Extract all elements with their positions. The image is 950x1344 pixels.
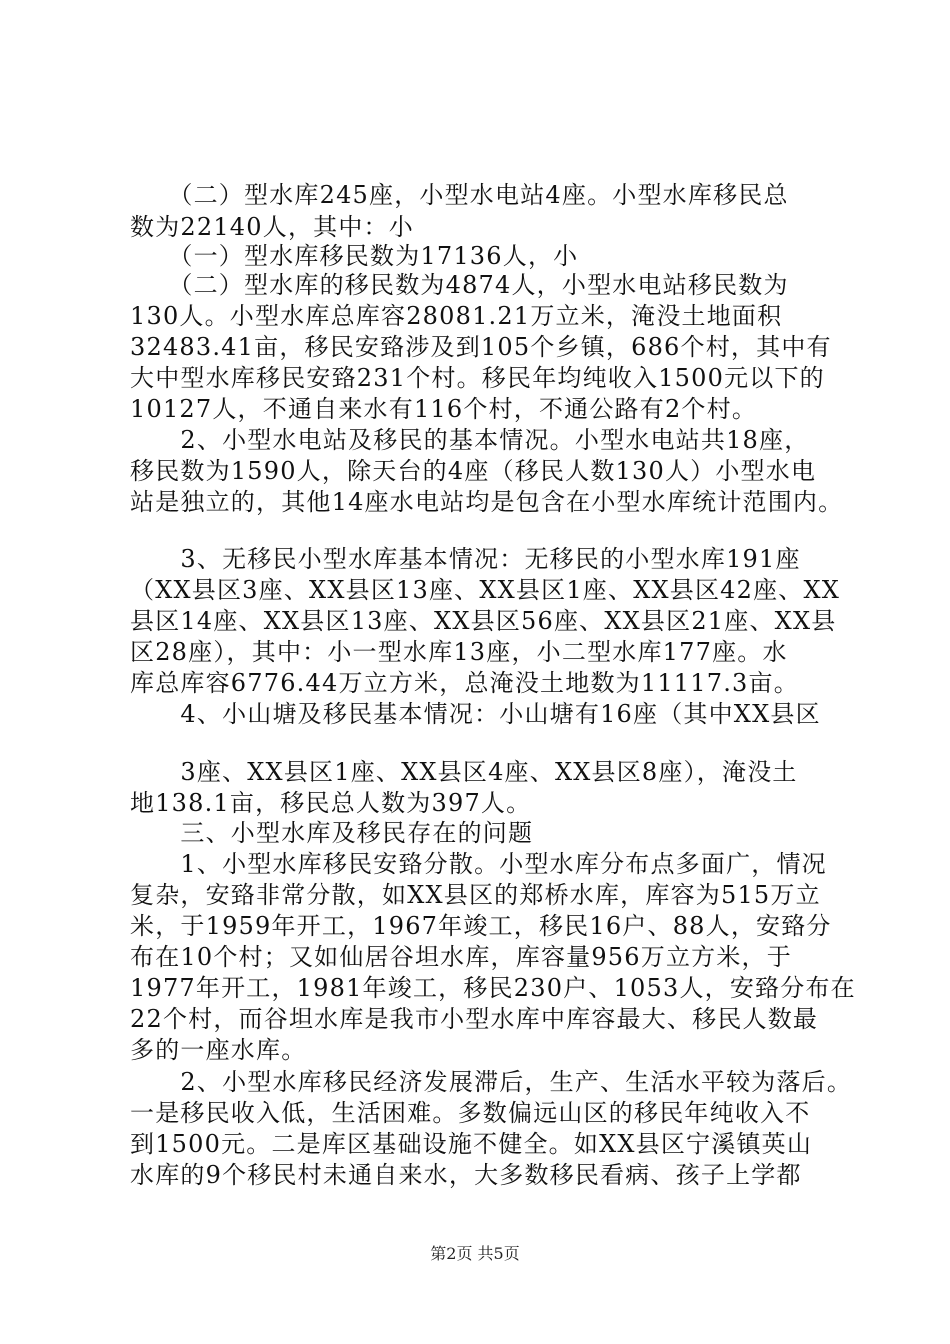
text-line: 32483.41亩，移民安臵涉及到105个乡镇，686个村，其中有 (130, 333, 832, 361)
text-line: 移民数为1590人，除天台的4座（移民人数130人）小型水电 (130, 457, 817, 485)
text-line: 库总库容6776.44万立方米，总淹没土地数为11117.3亩。 (130, 669, 799, 697)
text-line: 4、小山塘及移民基本情况：小山塘有16座（其中XX县区 (130, 700, 821, 728)
section-heading: 三、小型水库及移民存在的问题 (130, 819, 534, 847)
text-line: 2、小型水库移民经济发展滞后，生产、生活水平较为落后。 (130, 1068, 853, 1096)
text-line: 22个村，而谷坦水库是我市小型水库中库容最大、移民人数最 (130, 1005, 819, 1033)
text-line: 大中型水库移民安臵231个村。移民年均纯收入1500元以下的 (130, 364, 825, 392)
text-line: 1977年开工，1981年竣工，移民230户、1053人，安臵分布在 (130, 974, 856, 1002)
text-line: （一）型水库移民数为17136人，小 (130, 242, 579, 270)
text-line: （二）型水库的移民数为4874人，小型水电站移民数为 (130, 271, 789, 299)
text-line: 数为22140人，其中：小 (130, 213, 414, 241)
text-line: （XX县区3座、XX县区13座、XX县区1座、XX县区42座、XX (130, 576, 841, 604)
text-line: 地138.1亩，移民总人数为397人。 (130, 789, 532, 817)
text-line: 一是移民收入低，生活困难。多数偏远山区的移民年纯收入不 (130, 1099, 811, 1127)
text-line: 复杂，安臵非常分散，如XX县区的郑桥水库，库容为515万立 (130, 881, 821, 909)
text-line: 县区14座、XX县区13座、XX县区56座、XX县区21座、XX县 (130, 607, 837, 635)
text-line: 区28座），其中：小一型水库13座，小二型水库177座。水 (130, 638, 788, 666)
text-line: 3、无移民小型水库基本情况：无移民的小型水库191座 (130, 545, 801, 573)
text-line: 布在10个村；又如仙居谷坦水库，库容量956万立方米，于 (130, 943, 792, 971)
text-line: 10127人，不通自来水有116个村，不通公路有2个村。 (130, 395, 758, 423)
text-line: 130人。小型水库总库容28081.21万立米，淹没土地面积 (130, 302, 783, 330)
text-line: （二）型水库245座，小型水电站4座。小型水库移民总 (130, 181, 789, 209)
text-line: 多的一座水库。 (130, 1036, 307, 1064)
text-line: 2、小型水电站及移民的基本情况。小型水电站共18座， (130, 426, 810, 454)
page-number-footer: 第2页 共5页 (430, 1244, 520, 1263)
text-line: 站是独立的，其他14座水电站均是包含在小型水库统计范围内。 (130, 488, 844, 516)
text-line: 米，于1959年开工，1967年竣工，移民16户、88人，安臵分 (130, 912, 832, 940)
text-line: 1、小型水库移民安臵分散。小型水库分布点多面广，情况 (130, 850, 827, 878)
text-line: 水库的9个移民村未通自来水，大多数移民看病、孩子上学都 (130, 1161, 802, 1189)
text-line: 到1500元。二是库区基础设施不健全。如XX县区宁溪镇英山 (130, 1130, 813, 1158)
text-line: 3座、XX县区1座、XX县区4座、XX县区8座），淹没土 (130, 758, 798, 786)
